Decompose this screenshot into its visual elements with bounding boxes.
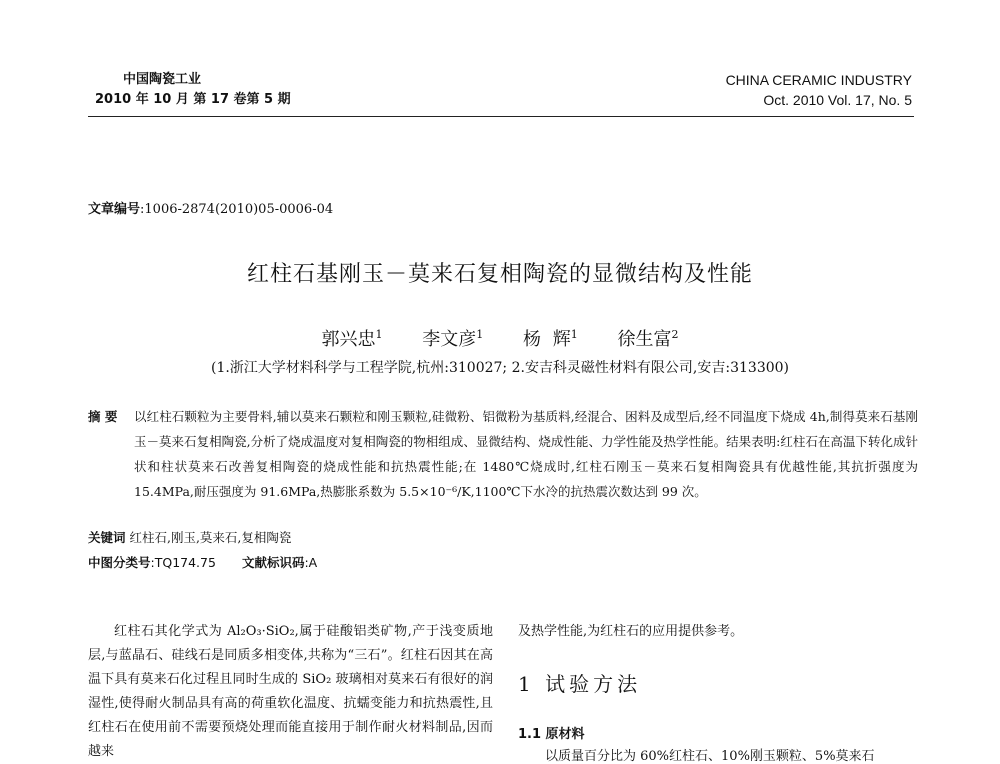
keywords-text: 红柱石,刚玉,莫来石,复相陶瓷 — [125, 530, 292, 545]
author: 徐生富$^2$ — [617, 328, 679, 350]
abstract-text: 以红柱石颗粒为主要骨料,辅以莫来石颗粒和刚玉颗粒,硅微粉、铝微粉为基质料,经混合、困料及成型后,经不同温度下烧成 4h,制得莫来石基刚玉－莫来石复相陶瓷,分析了烧成温度对复相陶瓷的物相组成、显微结构、烧成性能、力学性能及热学性能。结果表明:红柱石在高温下转化成针状和柱状莫来石改善复相陶瓷的烧成性能和抗热震性能;在 1480℃烧成时,红柱石刚玉－莫来石复相陶瓷具有优越性能,其抗折强度为 15.4MPa,耐压强度为 91.6MPa,热膨胀系数为 5.5×10⁻⁶/K,1100℃下水冷的抗热震次数达到 99 次。 — [134, 409, 918, 499]
paper-title: 红柱石基刚玉－莫来石复相陶瓷的显微结构及性能 — [246, 262, 753, 287]
doc-code-value: :A — [304, 555, 318, 570]
section-heading: 1 试验方法 — [518, 672, 642, 696]
author: 李文彦$^1$ — [422, 328, 484, 350]
left-column — [88, 620, 493, 764]
article-number-value: :1006-2874(2010)05-0006-04 — [140, 202, 334, 217]
subsection-heading: 1.1 原材料 — [518, 727, 585, 742]
intro-paragraph: 红柱石其化学式为 Al₂O₃·SiO₂,属于硅酸铝类矿物,产于浅变质地层,与蓝晶石、硅线石是同质多相变体,共称为“三石”。红柱石因其在高温下具有莫来石化过程且同时生成的 SiO₂ 玻璃相对莫来石有很好的润湿性,使得耐火制品具有高的荷重软化温度、抗蠕变能力和抗热震性,且红柱石在使用前不需要预烧处理而能直接用于制作耐火材料制品,因而越来 — [88, 624, 493, 759]
journal-header-cn — [95, 70, 291, 110]
author-list — [0, 325, 1000, 351]
keywords-label: 关键词 — [88, 530, 126, 545]
abstract-label: 摘 要 — [88, 409, 118, 424]
classification — [88, 553, 317, 571]
abstract — [88, 404, 918, 504]
keywords — [88, 528, 291, 546]
right-column — [518, 620, 918, 644]
author: 杨 辉$^1$ — [523, 328, 578, 350]
affiliations: (1.浙江大学材料科学与工程学院,杭州:310027; 2.安吉科灵磁性材料有限公司,安吉:313300) — [210, 360, 790, 376]
issue-info-en: Oct. 2010 Vol. 17, No. 5 — [763, 92, 912, 108]
issue-info-cn: 2010 年 10 月 第 17 卷第 5 期 — [95, 92, 291, 107]
author: 郭兴忠$^1$ — [321, 328, 383, 350]
article-number-label: 文章编号 — [88, 202, 141, 217]
subsection-text: 以质量百分比为 60%红柱石、10%刚玉颗粒、5%莫来石 — [545, 749, 875, 764]
journal-name-cn: 中国陶瓷工业 — [123, 72, 202, 87]
header-rule — [88, 116, 914, 117]
journal-header-en — [726, 70, 912, 110]
clc-label: 中图分类号 — [88, 555, 151, 570]
doc-code-label: 文献标识码 — [241, 555, 305, 570]
intro-continuation: 及热学性能,为红柱石的应用提供参考。 — [518, 624, 744, 639]
journal-name-en: CHINA CERAMIC INDUSTRY — [725, 72, 912, 88]
article-number — [88, 198, 333, 217]
clc-value: :TQ174.75 — [150, 555, 216, 570]
